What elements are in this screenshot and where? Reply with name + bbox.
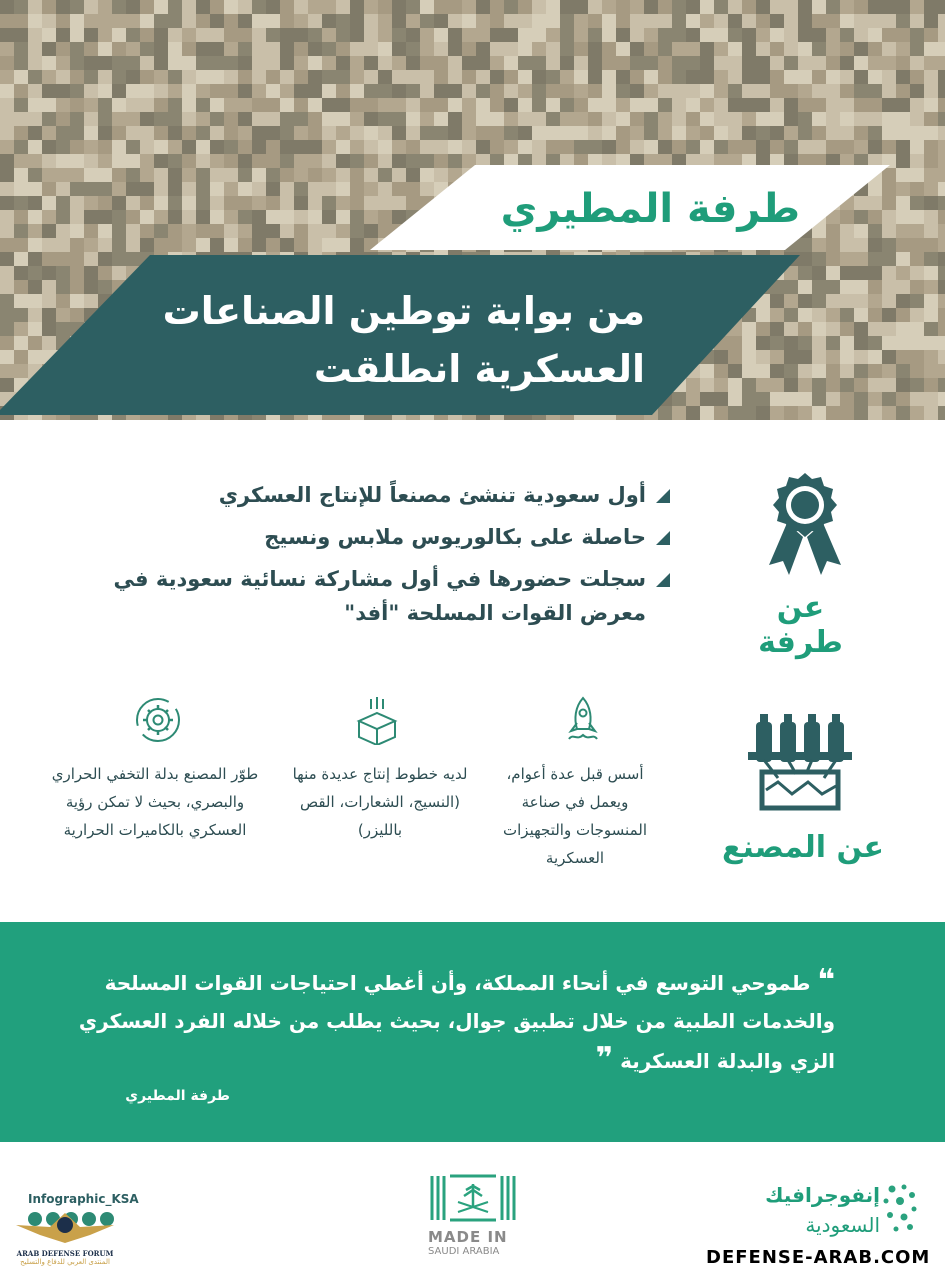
arab-defense-forum-logo [10, 1205, 120, 1277]
made-in-line1: MADE IN [428, 1228, 508, 1246]
forum-name-en: ARAB DEFENSE FORUM [16, 1249, 114, 1258]
headline-line-2: العسكرية انطلقت [313, 347, 645, 391]
triangle-bullet-icon [656, 531, 670, 545]
brand-line1: إنفوجرافيك [765, 1183, 880, 1207]
factory-fact-3: طوّر المصنع بدلة التخفي الحراري والبصري، بحيث لا تمكن رؤية العسكري بالكاميرات الحرارية [51, 765, 259, 839]
award-ribbon-icon [755, 465, 855, 580]
site-watermark: DEFENSE-ARAB.COM [706, 1247, 931, 1268]
bullet-item [110, 478, 670, 512]
about-bullets [110, 478, 670, 638]
rocket-icon [563, 695, 603, 745]
palm-swords-emblem-icon [428, 1172, 518, 1224]
brand-line2: السعودية [805, 1213, 880, 1237]
quote-body: طموحي التوسع في أنحاء المملكة، وأن أغطي احتياجات القوات المسلحة والخدمات الطبية من خلال تطبيق جوال، بحيث يطلب من خلاله الفرد العسكري الزي والبدلة العسكرية [78, 971, 835, 1073]
made-in-saudi-badge [428, 1172, 518, 1262]
header-headline [125, 282, 645, 398]
box-icon [355, 695, 400, 745]
triangle-bullet-icon [656, 489, 670, 503]
forum-name-ar: المنتدى العربي للدفاع والتسليح [20, 1258, 110, 1266]
triangle-bullet-icon [656, 573, 670, 587]
bullet-text: أول سعودية تنشئ مصنعاً للإنتاج العسكري [218, 483, 646, 507]
headline-line-1: من بوابة توطين الصناعات [162, 289, 645, 333]
loom-factory-icon [748, 708, 858, 818]
bullet-item [110, 562, 670, 630]
header-name: طرفة المطيري [500, 186, 800, 232]
quote-open-mark: ❝ [817, 963, 835, 998]
factory-fact-2: لديه خطوط إنتاج عديدة منها (النسيج، الشعارات، القص بالليزر) [292, 765, 468, 839]
factory-fact-1: أسس قبل عدة أعوام، ويعمل في صناعة المنسوجات والتجهيزات العسكرية [503, 765, 647, 867]
made-in-line2: SAUDI ARABIA [428, 1246, 500, 1257]
quote-text [75, 962, 835, 1080]
quote-author: طرفة المطيري [125, 1088, 230, 1104]
bullet-item [110, 520, 670, 554]
brand-logo-text [765, 1180, 880, 1240]
social-handle-text: Infographic_KSA [28, 1192, 139, 1206]
gear-cycle-icon [133, 695, 183, 745]
wings-emblem-icon [10, 1205, 120, 1245]
bullet-text: سجلت حضورها في أول مشاركة نسائية سعودية في معرض القوات المسلحة "أفد" [113, 567, 646, 625]
factory-label: عن المصنع [722, 830, 884, 865]
quote-close-mark: ❞ [595, 1041, 614, 1076]
brand-dots-icon [880, 1183, 920, 1239]
about-label: عن طرفة [758, 590, 843, 660]
bullet-text: حاصلة على بكالوريوس ملابس ونسيج [264, 525, 646, 549]
